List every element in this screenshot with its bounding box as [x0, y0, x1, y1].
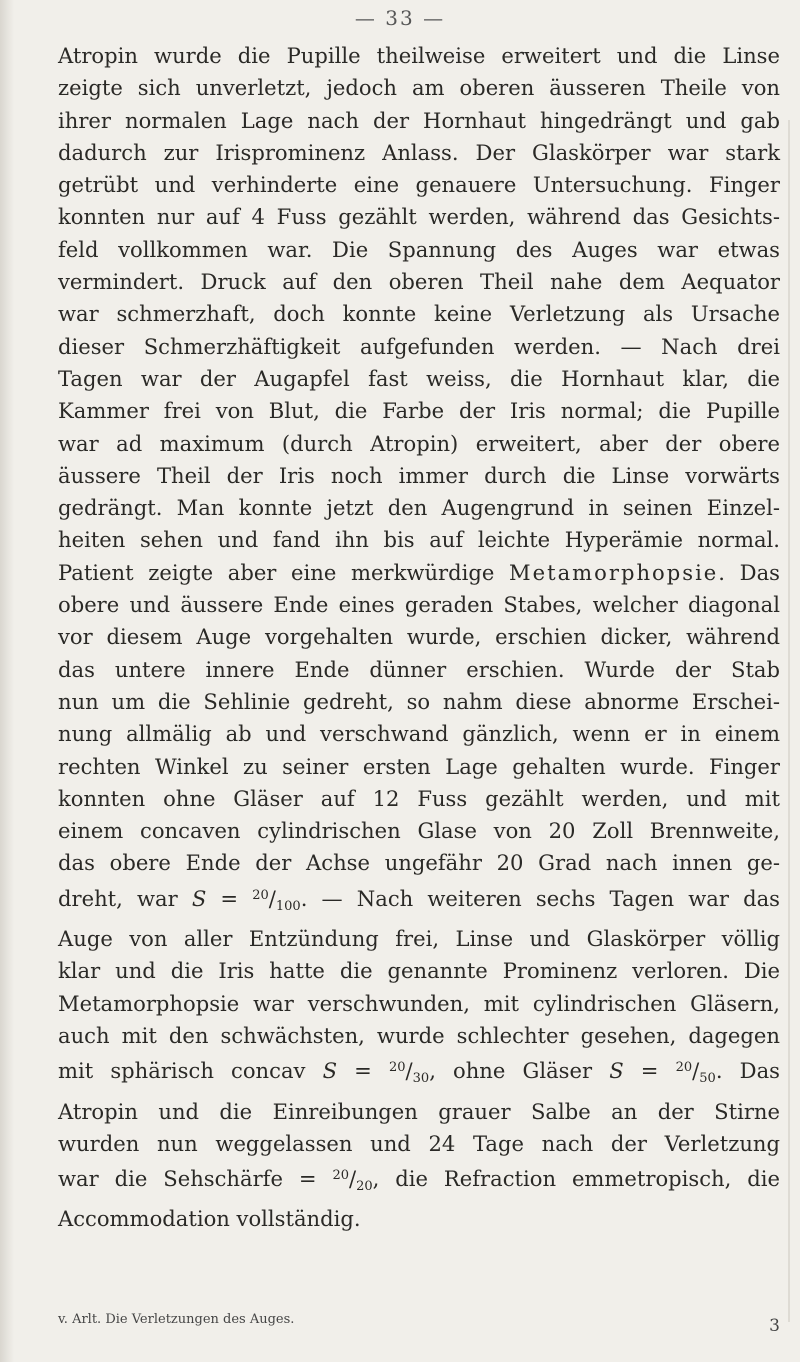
text-line: vor diesem Auge vorgehalten wurde, erschien dicker, während [58, 624, 780, 650]
page-gutter-shade [0, 0, 14, 1362]
footer-book-title: Die Verletzungen des Auges. [105, 1312, 295, 1327]
text-line: Atropin und die Einreibungen grauer Salbe an der Stirne [58, 1098, 780, 1124]
text-line: dieser Schmerzhäftigkeit aufgefunden werden. — Nach drei [58, 333, 780, 359]
text-line: klar und die Iris hatte die genannte Prominenz verloren. Die [58, 958, 780, 984]
text-line: nung allmälig ab und verschwand gänzlich, wenn er in einem [58, 721, 780, 747]
fraction-denominator: 100 [275, 898, 301, 914]
text-line-acuity-1: dreht, war $S = ^{20}/_{100}$. — Nach weiteren sechs Tagen war das [58, 885, 781, 914]
fraction-numerator: 20 [332, 1168, 349, 1184]
text-line: feld vollkommen war. Die Spannung des Auges war etwas [58, 236, 780, 262]
acuity-symbol: S [191, 885, 207, 911]
text-fragment: . Das [718, 559, 780, 585]
text-line: dadurch zur Irisprominenz Anlass. Der Glaskörper war stark [58, 139, 780, 165]
text-line: zeigte sich unverletzt, jedoch am oberen äusseren Theile von [58, 75, 780, 101]
text-line: Metamorphopsie war verschwunden, mit cylindrischen Gläsern, [58, 990, 780, 1016]
text-fragment: mit sphärisch concav [58, 1058, 323, 1084]
text-fragment: war die Sehschärfe = [58, 1166, 333, 1192]
text-line: das obere Ende der Achse ungefähr 20 Grad nach innen ge- [58, 850, 780, 876]
fraction-denominator: 50 [699, 1071, 716, 1087]
fraction-numerator: 20 [388, 1060, 406, 1076]
text-line: Kammer frei von Blut, die Farbe der Iris normal; die Pupille [58, 398, 780, 424]
equals-sign: = [337, 1058, 389, 1084]
text-line: getrübt und verhinderte eine genauere Untersuchung. Finger [58, 172, 780, 198]
fraction-numerator: 20 [252, 887, 269, 903]
text-fragment: . Das [715, 1058, 780, 1084]
text-fragment: . — Nach weiteren sechs Tagen war das [300, 885, 781, 911]
emphasized-term: Metamorphopsie [509, 559, 719, 585]
text-line: war schmerzhaft, doch konnte keine Verletzung als Ursache [58, 301, 780, 327]
text-line-acuity-3: war die Sehschärfe = $^{20}/_{20}$, die Refraction emmetropisch, die [58, 1166, 780, 1195]
text-line-metamorphopsie [58, 557, 780, 589]
text-line: einem concaven cylindrischen Glase von 20 Zoll Brennweite, [58, 818, 780, 844]
text-line: konnten ohne Gläser auf 12 Fuss gezählt werden, und mit [58, 785, 780, 811]
text-line: heiten sehen und fand ihn bis auf leichte Hyperämie normal. [58, 527, 780, 553]
page-edge-line [788, 120, 790, 1322]
page-number: — 33 — [354, 6, 446, 30]
text-line: vermindert. Druck auf den oberen Theil nahe dem Aequator [58, 269, 780, 295]
text-line: war ad maximum (durch Atropin) erweitert, aber der obere [58, 430, 780, 456]
text-line: Accommodation vollständig. [58, 1206, 361, 1232]
text-line: wurden nun weggelassen und 24 Tage nach der Verletzung [58, 1130, 780, 1156]
text-line: auch mit den schwächsten, wurde schlechter gesehen, dagegen [58, 1022, 780, 1048]
text-line: gedrängt. Man konnte jetzt den Augengrund in seinen Einzel- [58, 495, 780, 521]
text-line: obere und äussere Ende eines geraden Stabes, welcher diagonal [58, 592, 780, 618]
text-line-acuity-2: mit sphärisch concav $S = ^{20}/_{30}$, ohne Gläser $S = ^{20}/_{50}$. Das [58, 1058, 780, 1087]
equals-sign: = [206, 885, 253, 911]
text-line: äussere Theil der Iris noch immer durch die Linse vorwärts [58, 462, 780, 488]
acuity-symbol: S [609, 1058, 624, 1084]
acuity-symbol: S [322, 1058, 338, 1084]
body-text [58, 40, 780, 1236]
page-footer [58, 1312, 780, 1336]
fraction-denominator: 20 [356, 1179, 373, 1195]
text-line: das untere innere Ende dünner erschien. Wurde der Stab [58, 656, 780, 682]
text-line: ihrer normalen Lage nach der Hornhaut hingedrängt und gab [58, 107, 780, 133]
text-fragment: , ohne Gläser [429, 1058, 610, 1084]
equals-sign: = [623, 1058, 676, 1084]
text-fragment: , die Refraction emmetropisch, die [372, 1166, 780, 1192]
text-line: nun um die Sehlinie gedreht, so nahm diese abnorme Erschei- [58, 688, 780, 714]
footer-author: v. Arlt. [58, 1312, 102, 1327]
text-fragment: dreht, war [58, 885, 192, 911]
signature-mark: 3 [769, 1316, 780, 1336]
text-line: Atropin wurde die Pupille theilweise erweitert und die Linse [58, 43, 780, 68]
text-line: konnten nur auf 4 Fuss gezählt werden, während das Gesichts- [58, 204, 780, 230]
text-fragment: Patient zeigte aber eine merkwürdige [58, 559, 510, 585]
text-line: Auge von aller Entzündung frei, Linse und Glaskörper völlig [58, 926, 780, 952]
text-line: Tagen war der Augapfel fast weiss, die Hornhaut klar, die [58, 365, 780, 391]
fraction-numerator: 20 [675, 1060, 693, 1076]
fraction-denominator: 30 [412, 1071, 430, 1087]
text-line: rechten Winkel zu seiner ersten Lage gehalten wurde. Finger [58, 753, 780, 779]
